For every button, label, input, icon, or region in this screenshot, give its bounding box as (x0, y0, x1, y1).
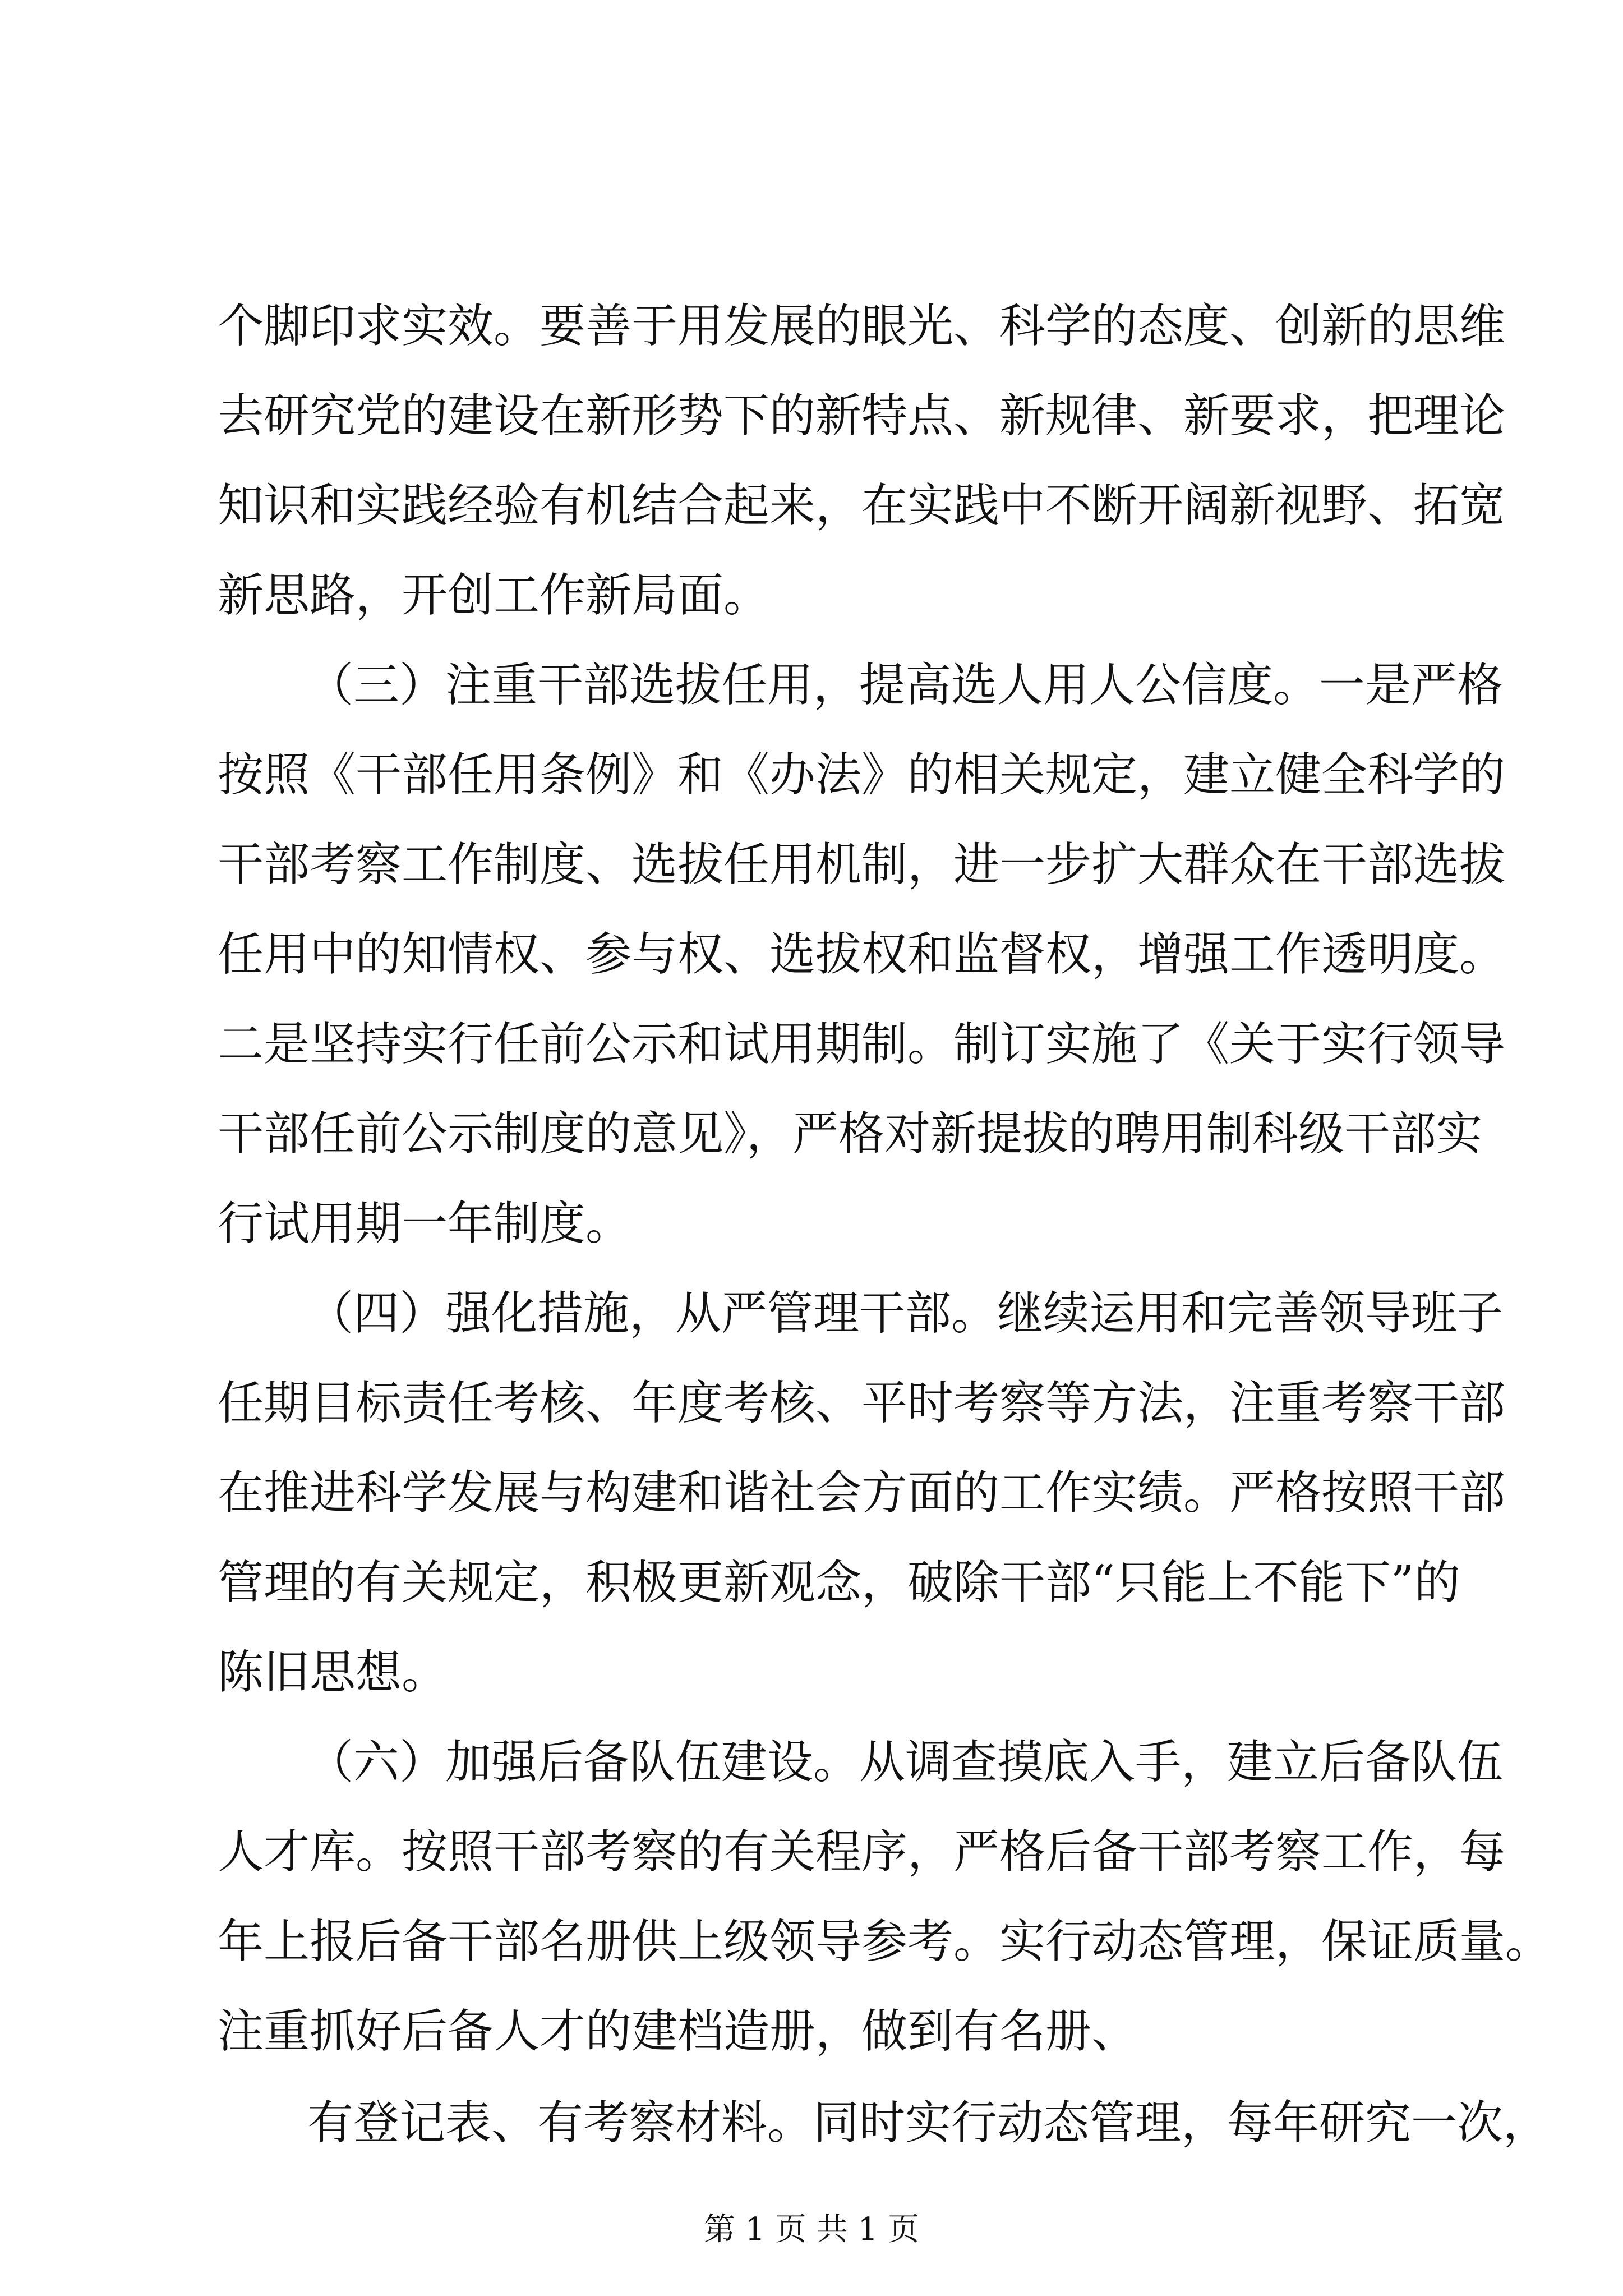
text-line: 去研究党的建设在新形势下的新特点、新规律、新要求，把理论 (218, 389, 1506, 443)
page-number-footer: 第 1 页 共 1 页 (703, 2211, 920, 2248)
text-line: 新思路，开创工作新局面。 (218, 569, 770, 622)
text-line: 人才库。按照干部考察的有关程序，严格后备干部考察工作，每 (218, 1825, 1506, 1879)
text-line: 有登记表、有考察材料。同时实行动态管理，每年研究一次， (307, 2096, 1550, 2150)
text-line: 任期目标责任考核、年度考核、平时考察等方法，注重考察干部 (218, 1377, 1506, 1430)
text-line: （三）注重干部选拔任用，提高选人用人公信度。一是严格 (307, 659, 1504, 712)
text-line: 年上报后备干部名册供上级领导参考。实行动态管理，保证质量。 (218, 1915, 1552, 1968)
text-line: 陈旧思想。 (218, 1646, 448, 1699)
text-line: 干部考察工作制度、选拔任用机制，进一步扩大群众在干部选拔 (218, 838, 1506, 891)
text-line: 任用中的知情权、参与权、选拔权和监督权，增强工作透明度。 (218, 928, 1506, 981)
text-line: 干部任前公示制度的意见》，严格对新提拔的聘用制科级干部实 (218, 1107, 1483, 1161)
text-line: 个脚印求实效。要善于用发展的眼光、科学的态度、创新的思维 (218, 300, 1506, 353)
text-line: 二是坚持实行任前公示和试用期制。制订实施了《关于实行领导 (218, 1018, 1506, 1071)
text-line: 注重抓好后备人才的建档造册，做到有名册、 (218, 2005, 1138, 2058)
text-line: 按照《干部任用条例》和《办法》的相关规定，建立健全科学的 (218, 748, 1506, 802)
text-line: （六）加强后备队伍建设。从调查摸底入手，建立后备队伍 (307, 1736, 1504, 1789)
text-line: （四）强化措施，从严管理干部。继续运用和完善领导班子 (307, 1287, 1504, 1340)
text-line: 知识和实践经验有机结合起来，在实践中不断开阔新视野、拓宽 (218, 479, 1506, 532)
text-line: 管理的有关规定，积极更新观念，破除干部“只能上不能下”的 (218, 1556, 1460, 1609)
text-line: 在推进科学发展与构建和谐社会方面的工作实绩。严格按照干部 (218, 1466, 1506, 1520)
text-line: 行试用期一年制度。 (218, 1197, 632, 1250)
